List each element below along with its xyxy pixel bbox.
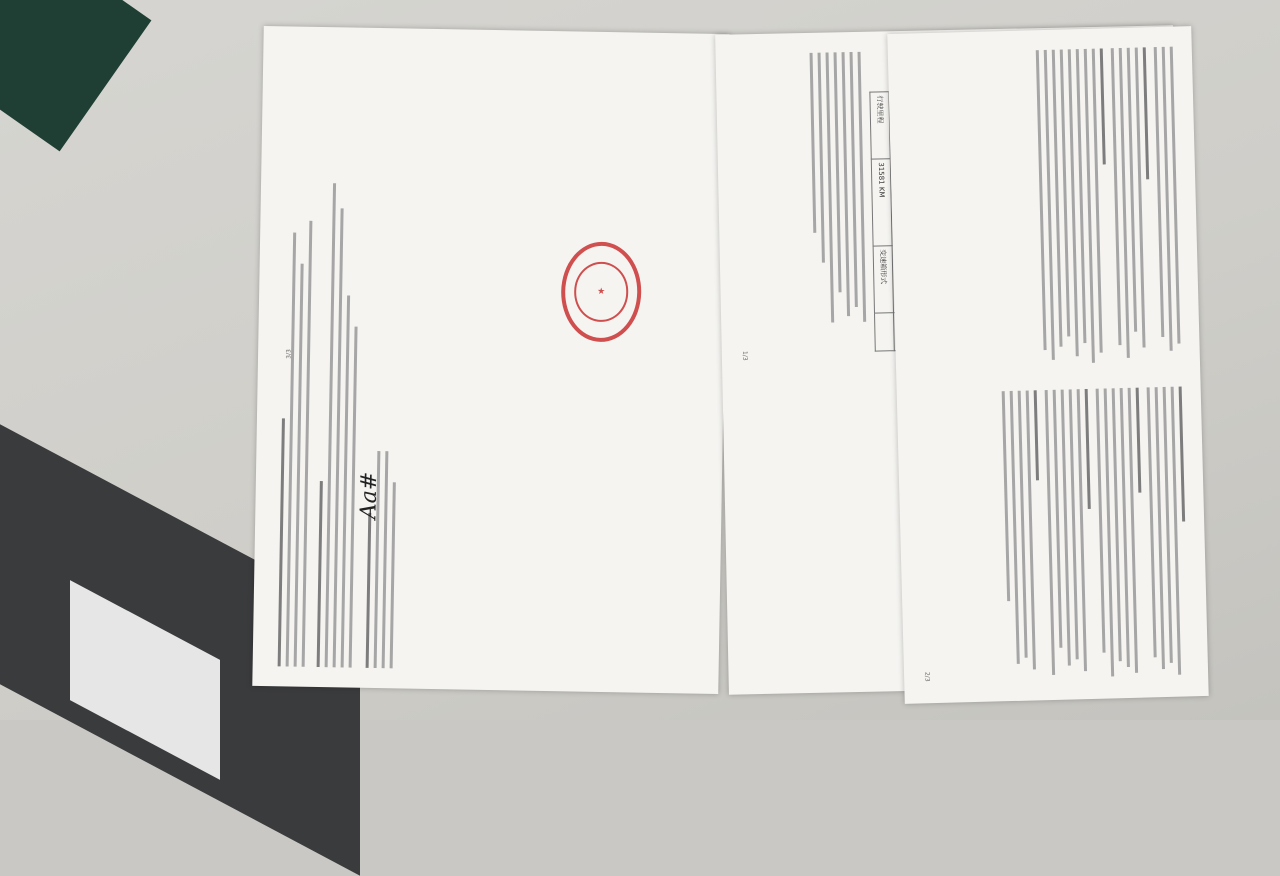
handwritten-signature: Aa# (356, 471, 383, 520)
page-number: 3/3 (285, 349, 293, 359)
page-number: 2/3 (923, 671, 931, 682)
table-cell: 31581 KM (871, 159, 892, 246)
contract-page-2 (887, 26, 1208, 704)
table-cell: 变速箱形式 (873, 246, 893, 313)
table-cell (874, 312, 894, 351)
contract-page-3 (252, 26, 729, 694)
company-seal: ★ (560, 241, 642, 342)
table-cell: 行驶里程 (870, 92, 890, 159)
page-number: 1/3 (741, 350, 749, 361)
